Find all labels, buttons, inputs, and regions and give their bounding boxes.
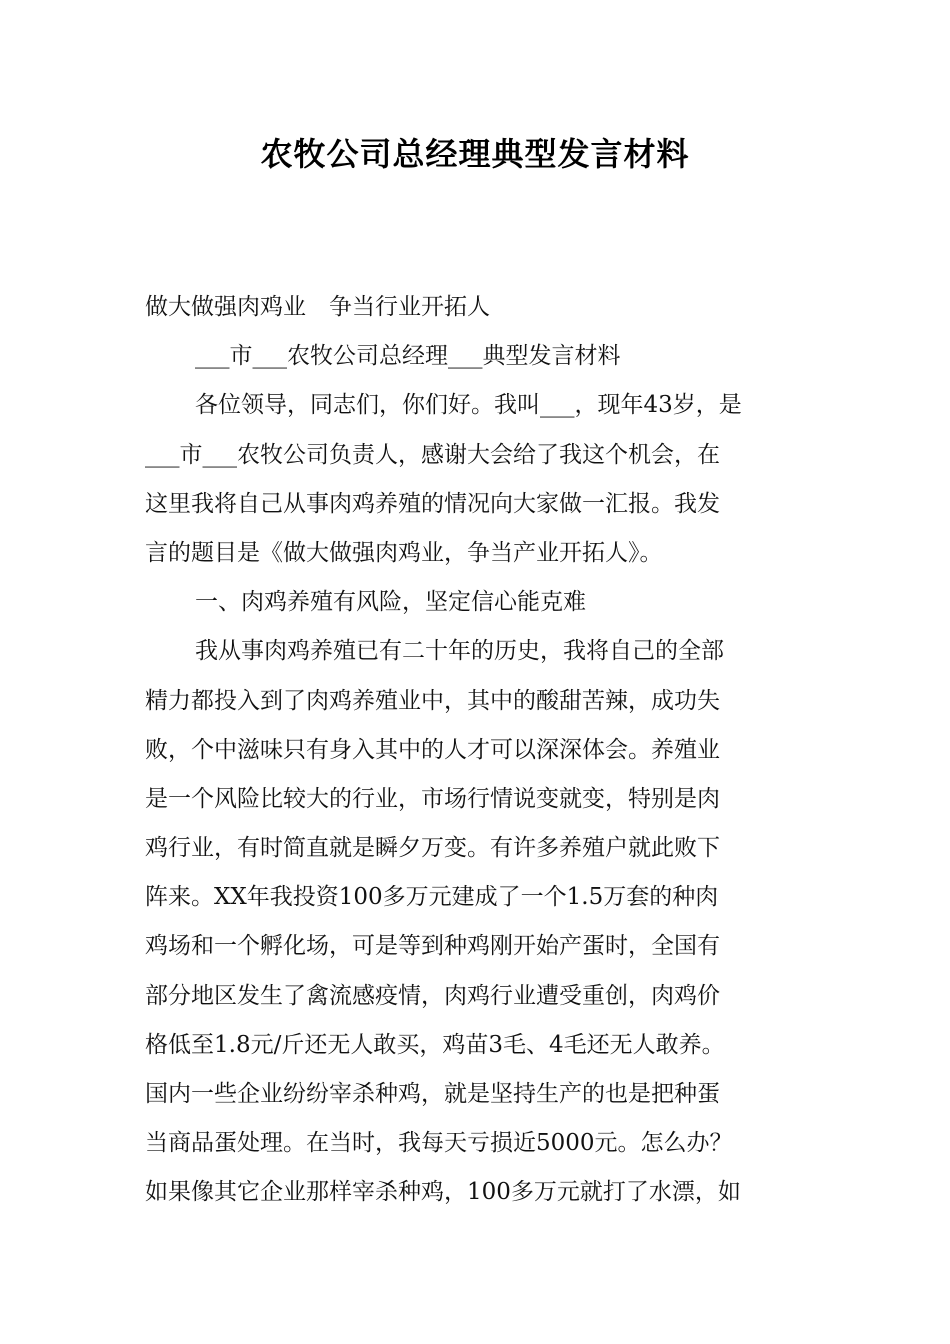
body-line: 精力都投入到了肉鸡养殖业中，其中的酸甜苦辣，成功失: [145, 687, 720, 714]
body-line: 一、肉鸡养殖有风险，坚定信心能克难: [195, 589, 586, 616]
body-line: 言的题目是《做大做强肉鸡业，争当产业开拓人》。: [145, 539, 663, 566]
document-body: [145, 283, 835, 1218]
body-line: 部分地区发生了禽流感疫情，肉鸡行业遭受重创，肉鸡价: [145, 982, 720, 1009]
body-line: ___市___农牧公司总经理___典型发言材料: [195, 343, 621, 370]
body-line: 败，个中滋味只有身入其中的人才可以深深体会。养殖业: [145, 736, 720, 763]
body-line: 格低至1.8元/斤还无人敢买，鸡苗3毛、4毛还无人敢养。: [145, 1031, 725, 1058]
body-line: 这里我将自己从事肉鸡养殖的情况向大家做一汇报。我发: [145, 490, 720, 517]
body-line: 做大做强肉鸡业 争当行业开拓人: [145, 294, 490, 320]
body-line: 当商品蛋处理。在当时，我每天亏损近5000元。怎么办？: [145, 1130, 733, 1157]
body-line: ___市___农牧公司负责人，感谢大会给了我这个机会，在: [145, 441, 720, 468]
document-title: 农牧公司总经理典型发言材料: [260, 135, 690, 173]
body-line: 如果像其它企业那样宰杀种鸡，100多万元就打了水漂，如: [145, 1179, 741, 1206]
body-line: 我从事肉鸡养殖已有二十年的历史，我将自己的全部: [195, 638, 724, 665]
body-line: 鸡场和一个孵化场，可是等到种鸡刚开始产蛋时，全国有: [145, 933, 720, 960]
body-line: 国内一些企业纷纷宰杀种鸡，就是坚持生产的也是把种蛋: [145, 1081, 720, 1107]
body-line: 是一个风险比较大的行业，市场行情说变就变，特别是肉: [145, 785, 720, 812]
body-line: 阵来。XX年我投资100多万元建成了一个1.5万套的种肉: [145, 884, 719, 911]
body-line: 各位领导，同志们，你们好。我叫___，现年43岁，是: [195, 392, 742, 419]
body-line: 鸡行业，有时简直就是瞬夕万变。有许多养殖户就此败下: [145, 835, 720, 862]
